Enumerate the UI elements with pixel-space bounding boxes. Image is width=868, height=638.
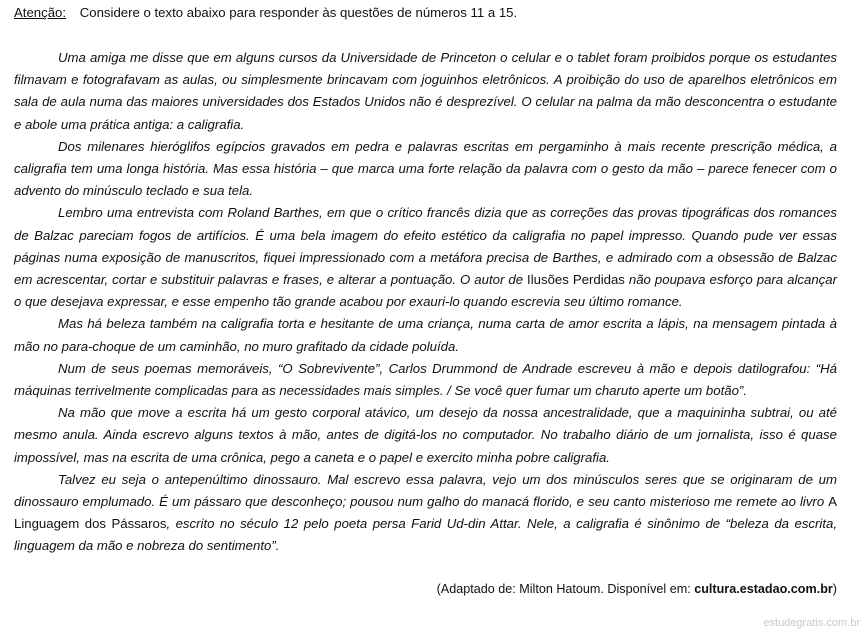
paragraph-7-end: , escrito no século 12 pelo poeta persa Farid Ud-din Attar. Nele, a caligrafia é sinônimo de “beleza da escrita, linguagem da mão e nobreza do sentimento”.: [14, 516, 837, 554]
source-suffix: ): [832, 582, 837, 596]
paragraph-5: Num de seus poemas memoráveis, “O Sobrevivente”, Carlos Drummond de Andrade escreveu à mão e depois datilografou: “Há máquinas terrivelmente complicadas para as necessidades mais simples. / Se você quer fumar um charuto aperte um botão”.: [14, 360, 837, 399]
book-title-ilusoes-perdidas: Ilusões Perdidas: [527, 272, 625, 288]
site-watermark: estudegratis.com.br: [763, 617, 860, 629]
paragraph-3-end: não poupava esforço para alcançar o que desejava expressar, e esse empenho tão grande acabou por exauri-lo quando escrevia seu último romance.: [14, 272, 837, 310]
paragraph-1: Uma amiga me disse que em alguns cursos da Universidade de Princeton o celular e o tablet foram proibidos porque os estudantes filmavam e fotografavam as aulas, ou simplesmente brincavam com joguinhos eletrônicos. A proibição do uso de aparelhos eletrônicos em sala de aula numa das maiores universidades dos Estados Unidos não é desprezível. O celular na palma da mão desconcentra o estudante e abole uma prática antiga: a caligrafia.: [14, 50, 837, 132]
instruction-header: [14, 4, 517, 22]
source-prefix: (Adaptado de: Milton Hatoum. Disponível em:: [436, 582, 695, 596]
instruction-text: Considere o texto abaixo para responder às questões de números 11 a 15.: [79, 5, 518, 20]
source-url: cultura.estadao.com.br: [694, 582, 833, 596]
paragraph-3-start: Lembro uma entrevista com Roland Barthes, em que o crítico francês dizia que as correções das provas tipográficas dos romances de Balzac pareciam fogos de artifícios. É uma bela imagem do efeito estético da caligrafia no papel impresso. Quando pude ver essas páginas numa exposição de manuscritos, fiquei impressionado com a metáfora precisa de Barthes, e admirado com a obsessão de Balzac em acrescentar, cortar e substituir palavras e frases, e alterar a pontuação. O autor de: [14, 205, 837, 288]
paragraph-6: Na mão que move a escrita há um gesto corporal atávico, um desejo da nossa ancestralidade, que a maquininha subtrai, ou até mesmo anula. Ainda escrevo alguns textos à mão, antes de digitá-los no computador. No trabalho diário de um jornalista, isso é quase impossível, mas na escrita de uma crônica, pego a caneta e o papel e exercito minha pobre caligrafia.: [14, 405, 837, 465]
paragraph-7: [14, 469, 837, 558]
paragraph-2: Dos milenares hieróglifos egípcios gravados em pedra e palavras escritas em pergaminho à mais recente prescrição médica, a caligrafia tem uma longa história. Mas essa história – que marca uma forte relação da palavra com o gesto da mão – parece fenecer com o advento do minúsculo teclado e sua tela.: [14, 138, 837, 199]
article-body: [14, 47, 837, 558]
book-title-linguagem-passaros: A Linguagem dos Pássaros: [14, 494, 837, 532]
paragraph-3: [14, 202, 837, 313]
attention-label: Atenção:: [14, 5, 67, 20]
paragraph-4: Mas há beleza também na caligrafia torta e hesitante de uma criança, numa carta de amor escrita a lápis, na mensagem pintada à mão no para-choque de um caminhão, no muro grafitado da cidade poluída.: [14, 316, 837, 354]
paragraph-7-start: Talvez eu seja o antepenúltimo dinossauro. Mal escrevo essa palavra, vejo um dos minúsculos seres que se originaram de um dinossauro emplumado. É um pássaro que desconheço; pousou num galho do manacá florido, e seu canto misterioso me remete ao livro: [14, 471, 837, 510]
source-citation: [437, 580, 837, 598]
